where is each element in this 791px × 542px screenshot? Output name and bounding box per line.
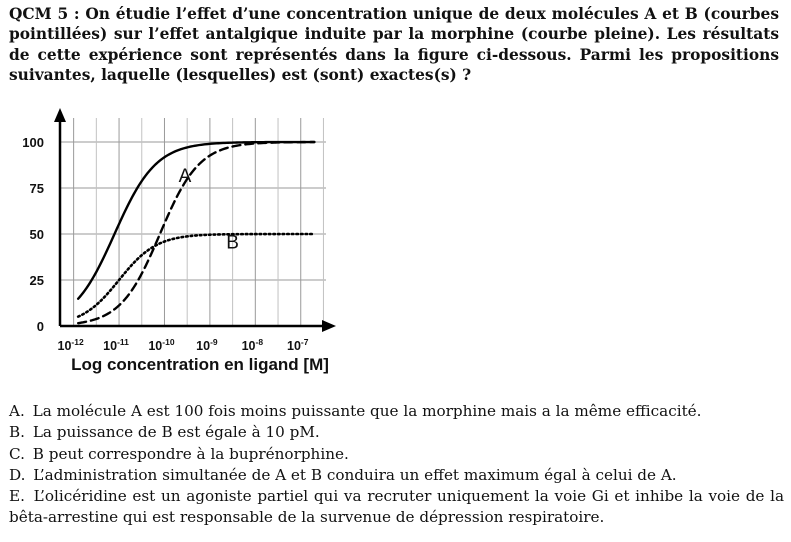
x-tick-exponent: -10 [162, 337, 175, 347]
curve-morphine [78, 142, 314, 299]
option-letter: C. [9, 444, 25, 463]
option-d [9, 465, 784, 486]
option-text: L’olicéridine est un agoniste partiel qui va recruter uniquement la voie Gi et inhibe la voie de la bêta-arrestine qui est responsable de la survenue de dépression respiratoire. [9, 487, 785, 527]
y-tick-label: 0 [36, 319, 44, 334]
x-tick-exponent: -11 [117, 337, 129, 347]
y-axis-arrow [54, 108, 66, 122]
x-axis-arrow [322, 320, 336, 332]
x-tick-label [103, 337, 129, 353]
curve-b [78, 234, 314, 317]
x-tick-exponent: -9 [210, 337, 218, 347]
x-tick-exponent: -12 [71, 337, 84, 347]
x-tick-label [196, 337, 218, 353]
chart-grid [60, 118, 326, 326]
answer-options [9, 401, 784, 529]
option-text: La puissance de B est égale à 10 pM. [32, 423, 320, 442]
dose-response-chart [0, 100, 360, 390]
question-text: QCM 5 : On étudie l’effet d’une concentration unique de deux molécules A et B (courbes pointillées) sur l’effet antalgique induite par la morphine (courbe pleine). Les résultats de cette expérience sont représentés dans la figure ci-dessous. Parmi les propositions suivantes, laquelle (lesquelles) est (sont) exactes(s) ? [9, 5, 779, 84]
option-text: La molécule A est 100 fois moins puissante que la morphine mais a la même efficacité. [32, 402, 702, 420]
x-tick-labels [58, 337, 309, 353]
option-e [9, 486, 784, 529]
x-tick-label [148, 337, 174, 353]
option-letter: D. [9, 465, 26, 484]
curve-a [78, 142, 314, 323]
y-tick-label: 25 [29, 273, 44, 288]
curve-label-a: A [178, 166, 192, 188]
x-tick-exponent: -8 [255, 337, 264, 347]
x-tick-label [242, 337, 264, 353]
x-tick-base: 10 [103, 339, 118, 353]
option-text: B peut correspondre à la buprénorphine. [32, 444, 349, 463]
option-letter: E. [9, 487, 25, 506]
option-c [9, 444, 784, 465]
y-tick-label: 100 [22, 135, 44, 150]
x-tick-base: 10 [148, 339, 163, 353]
x-tick-label [287, 337, 309, 353]
option-letter: B. [9, 423, 25, 442]
curve-label-b: B [226, 232, 239, 254]
y-tick-labels [22, 135, 44, 334]
x-tick-base: 10 [57, 339, 72, 353]
x-tick-base: 10 [196, 339, 211, 353]
x-tick-base: 10 [241, 339, 256, 353]
chart-curves [78, 142, 314, 323]
y-tick-label: 75 [29, 181, 44, 196]
x-tick-label [58, 337, 84, 353]
y-tick-label: 50 [29, 227, 44, 242]
option-text: L’administration simultanée de A et B conduira un effet maximum égal à celui de A. [33, 465, 677, 484]
x-axis-label: Log concentration en ligand [M] [71, 355, 329, 374]
option-letter: A. [9, 402, 25, 420]
x-tick-base: 10 [287, 339, 301, 353]
x-tick-exponent: -7 [300, 337, 309, 347]
option-b [9, 422, 784, 443]
option-a [9, 401, 784, 422]
